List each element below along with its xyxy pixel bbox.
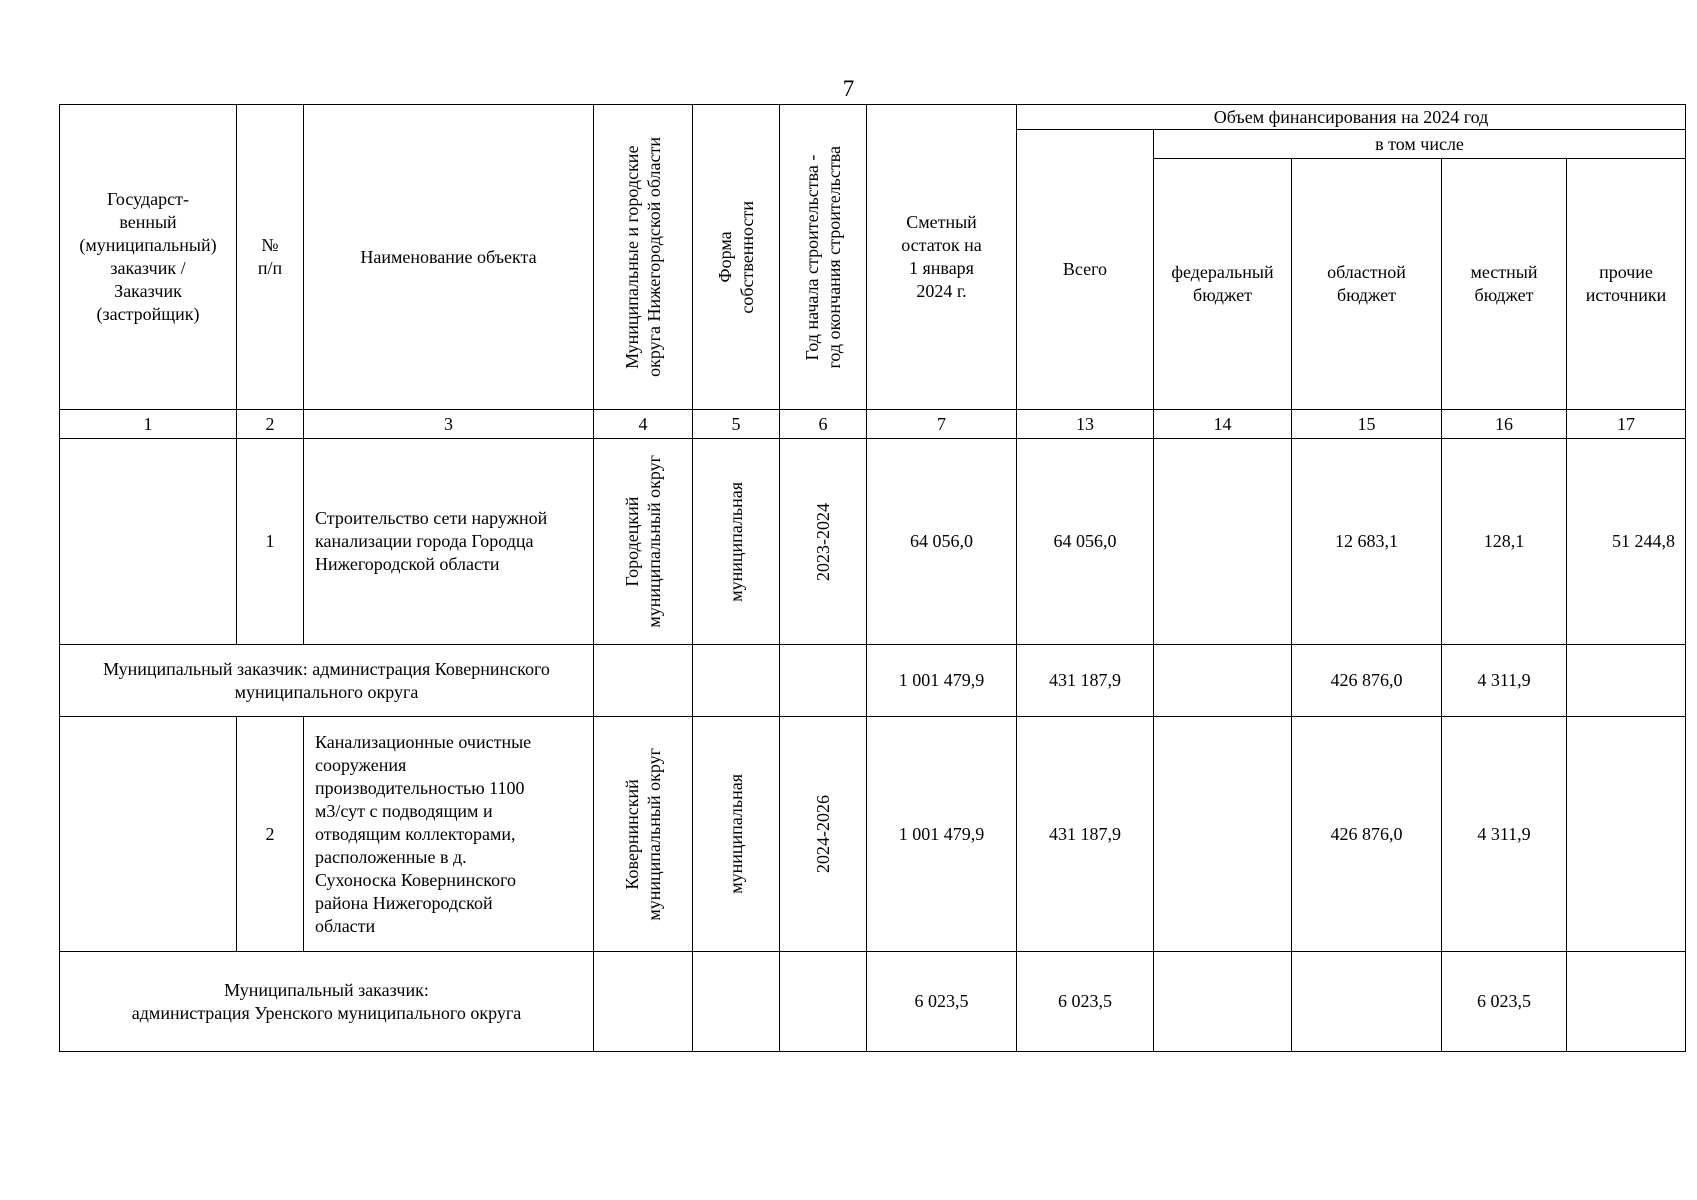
regional-cell: 12 683,1 <box>1292 439 1442 645</box>
column-number: 6 <box>780 410 867 439</box>
years-cell <box>780 952 867 1052</box>
header-estimate: Сметный остаток на 1 января 2024 г. <box>867 105 1017 410</box>
other-cell <box>1567 952 1686 1052</box>
ownership-cell <box>693 952 780 1052</box>
header-regional: областной бюджет <box>1292 159 1442 410</box>
header-federal: федеральный бюджет <box>1154 159 1292 410</box>
header-funding: Объем финансирования на 2024 год <box>1017 105 1686 130</box>
ownership-cell: муниципальная <box>693 439 780 645</box>
row-number: 1 <box>237 439 304 645</box>
federal-cell <box>1154 645 1292 717</box>
local-cell: 4 311,9 <box>1442 717 1567 952</box>
header-customer: Государст- венный (муниципальный) заказчик / Заказчик (застройщик) <box>60 105 237 410</box>
column-number: 15 <box>1292 410 1442 439</box>
estimate-cell: 1 001 479,9 <box>867 645 1017 717</box>
header-number: № п/п <box>237 105 304 410</box>
customer-cell <box>60 439 237 645</box>
page-number: 7 <box>842 76 855 101</box>
row-number: 2 <box>237 717 304 952</box>
header-years: Год начала строительства - год окончания строительства <box>780 105 867 410</box>
municipal-cell: Ковернинский муниципальный округ <box>594 717 693 952</box>
estimate-cell: 6 023,5 <box>867 952 1017 1052</box>
column-number: 1 <box>60 410 237 439</box>
regional-cell <box>1292 952 1442 1052</box>
municipal-cell <box>594 645 693 717</box>
object-name: Канализационные очистные сооружения производительностью 1100 м3/сут с подводящим и отводящим коллекторами, расположенные в д. Сухоноска Ковернинского района Нижегородской области <box>304 717 594 952</box>
column-numbers-row <box>60 410 1686 439</box>
estimate-cell: 1 001 479,9 <box>867 717 1017 952</box>
financing-table <box>59 104 1686 1052</box>
local-cell: 128,1 <box>1442 439 1567 645</box>
total-cell: 431 187,9 <box>1017 645 1154 717</box>
header-including: в том числе <box>1154 130 1686 159</box>
header-local: местный бюджет <box>1442 159 1567 410</box>
municipal-cell: Городецкий муниципальный округ <box>594 439 693 645</box>
ownership-cell: муниципальная <box>693 717 780 952</box>
header-municipal: Муниципальные и городские округа Нижегородской области <box>594 105 693 410</box>
header-ownership: Форма собственности <box>693 105 780 410</box>
customer-group-row <box>60 952 1686 1052</box>
years-cell: 2023-2024 <box>780 439 867 645</box>
column-number: 17 <box>1567 410 1686 439</box>
column-number: 13 <box>1017 410 1154 439</box>
customer-group-row <box>60 645 1686 717</box>
ownership-cell <box>693 645 780 717</box>
customer-group-label: Муниципальный заказчик: администрация Ковернинского муниципального округа <box>60 645 594 717</box>
years-cell <box>780 645 867 717</box>
object-name: Строительство сети наружной канализации города Городца Нижегородской области <box>304 439 594 645</box>
estimate-cell: 64 056,0 <box>867 439 1017 645</box>
other-cell <box>1567 645 1686 717</box>
total-cell: 6 023,5 <box>1017 952 1154 1052</box>
regional-cell: 426 876,0 <box>1292 717 1442 952</box>
total-cell: 431 187,9 <box>1017 717 1154 952</box>
other-cell: 51 244,8 <box>1567 439 1686 645</box>
header-object-name: Наименование объекта <box>304 105 594 410</box>
column-number: 7 <box>867 410 1017 439</box>
customer-group-label: Муниципальный заказчик: администрация Уренского муниципального округа <box>60 952 594 1052</box>
local-cell: 6 023,5 <box>1442 952 1567 1052</box>
column-number: 4 <box>594 410 693 439</box>
column-number: 14 <box>1154 410 1292 439</box>
federal-cell <box>1154 952 1292 1052</box>
column-number: 5 <box>693 410 780 439</box>
years-cell: 2024-2026 <box>780 717 867 952</box>
federal-cell <box>1154 439 1292 645</box>
column-number: 16 <box>1442 410 1567 439</box>
total-cell: 64 056,0 <box>1017 439 1154 645</box>
column-number: 2 <box>237 410 304 439</box>
municipal-cell <box>594 952 693 1052</box>
other-cell <box>1567 717 1686 952</box>
table-row <box>60 439 1686 645</box>
header-other: прочие источники <box>1567 159 1686 410</box>
customer-cell <box>60 717 237 952</box>
header-total: Всего <box>1017 130 1154 410</box>
table-row <box>60 717 1686 952</box>
regional-cell: 426 876,0 <box>1292 645 1442 717</box>
federal-cell <box>1154 717 1292 952</box>
local-cell: 4 311,9 <box>1442 645 1567 717</box>
column-number: 3 <box>304 410 594 439</box>
